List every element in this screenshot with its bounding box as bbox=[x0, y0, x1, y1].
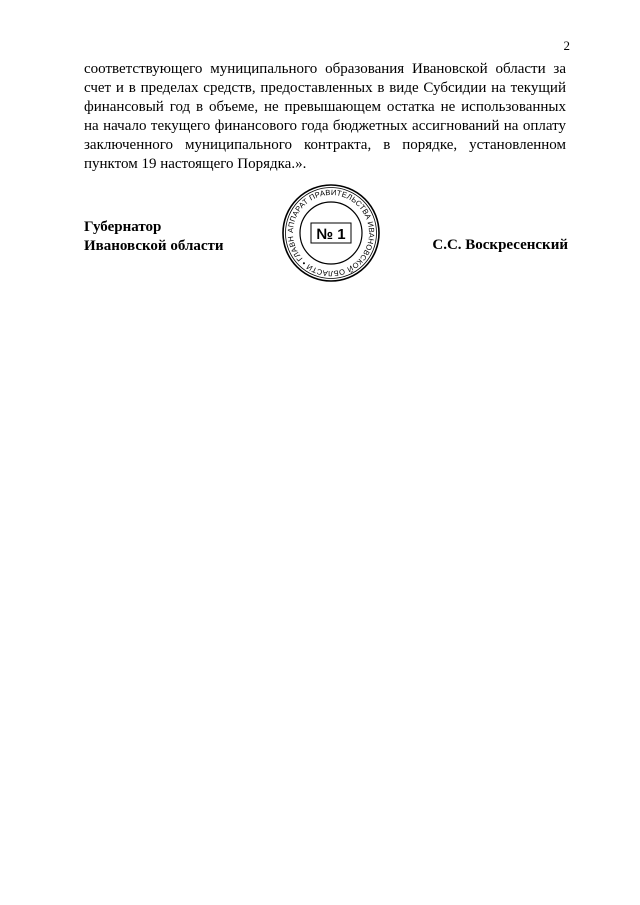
stamp-ring-text: АППАРАТ ПРАВИТЕЛЬСТВА ИВАНОВСКОЙ ОБЛАСТИ • ГЛАВН bbox=[285, 187, 377, 279]
body-paragraph: соответствующего муниципального образования Ивановской области за счет и в пределах средств, предоставленных в виде Субсидии на текущий финансовый год в объеме, не превышающем остатка не использованных на начало текущего финансового года бюджетных ассигнований на оплату заключенного муниципального контракта, в порядке, установленном пунктом 19 настоящего Порядка.». bbox=[84, 61, 566, 172]
signatory-name: С.С. Воскресенский bbox=[432, 237, 568, 253]
official-stamp bbox=[281, 183, 381, 283]
stamp-center-number: № 1 bbox=[316, 226, 346, 243]
signatory-title bbox=[84, 218, 224, 256]
signatory-title-line1: Губернатор bbox=[84, 219, 162, 235]
stamp-seal-graphic bbox=[281, 183, 381, 283]
signatory-title-line2: Ивановской области bbox=[84, 238, 224, 254]
page-number: 2 bbox=[563, 38, 570, 53]
